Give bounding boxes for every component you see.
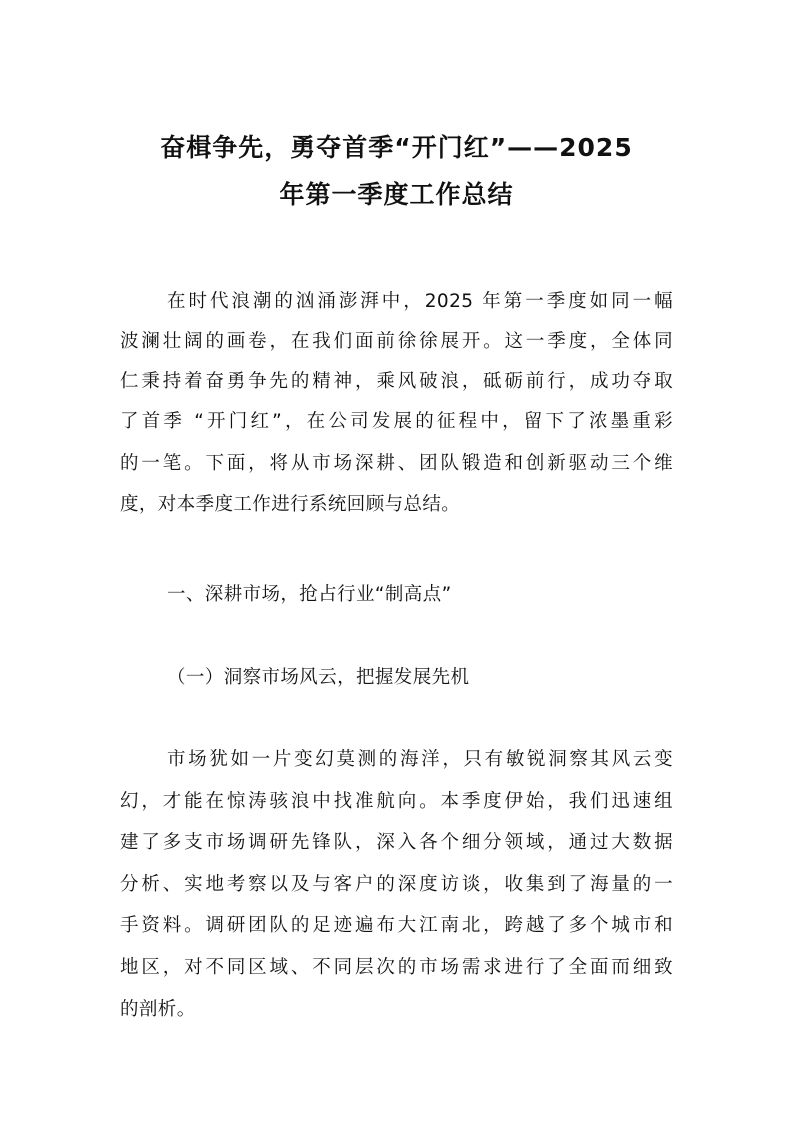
body-line-7: 的剖析。 (120, 999, 196, 1020)
body-line-6: 地区，对不同区域、不同层次的市场需求进行了全面而细致 (120, 957, 673, 978)
intro-line-2: 波澜壮阔的画卷，在我们面前徐徐展开。这一季度，全体同 (120, 331, 673, 352)
intro-line-3: 仁秉持着奋勇争先的精神，乘风破浪，砥砺前行，成功夺取 (120, 371, 673, 392)
body-line-3: 建了多支市场调研先锋队，深入各个细分领域，通过大数据 (120, 832, 673, 853)
body-line-5: 手资料。调研团队的足迹遍布大江南北，跨越了多个城市和 (120, 915, 673, 936)
document-title-line-2: 年第一季度工作总结 (279, 180, 514, 209)
body-line-2: 幻，才能在惊涛骇浪中找准航向。本季度伊始，我们迅速组 (120, 791, 673, 812)
intro-line-4: 了首季 “开门红”，在公司发展的征程中，留下了浓墨重彩 (120, 411, 673, 432)
document-title-line-1: 奋楫争先，勇夺首季“开门红”——2025 (160, 133, 633, 162)
intro-line-1: 在时代浪潮的汹涌澎湃中，2025 年第一季度如同一幅 (167, 291, 673, 312)
section-heading-1: 一、深耕市场，抢占行业“制高点” (167, 584, 452, 605)
intro-line-5: 的一笔。下面，将从市场深耕、团队锻造和创新驱动三个维 (120, 453, 673, 474)
subsection-heading-1: （一）洞察市场风云，把握发展先机 (167, 667, 470, 688)
body-line-1: 市场犹如一片变幻莫测的海洋，只有敏锐洞察其风云变 (167, 749, 673, 770)
intro-line-6: 度，对本季度工作进行系统回顾与总结。 (120, 494, 461, 515)
body-line-4: 分析、实地考察以及与客户的深度访谈，收集到了海量的一 (120, 874, 673, 895)
